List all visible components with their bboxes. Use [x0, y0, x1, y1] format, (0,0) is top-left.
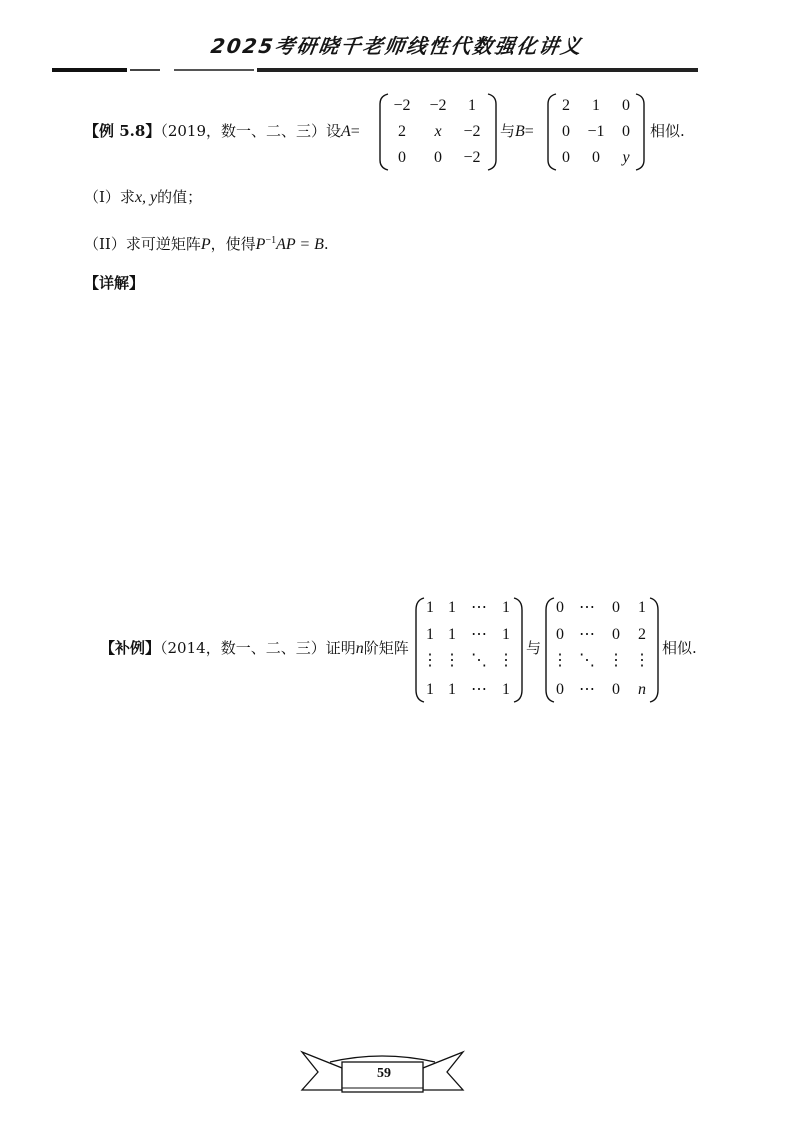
matrix-a-name: A [341, 123, 351, 140]
matrix-a-cell: 1 [468, 97, 476, 114]
matrix-a-cell: −2 [463, 123, 481, 140]
example-58-line [84, 124, 360, 140]
matrix-b-cell: 0 [622, 97, 630, 114]
supplement-conj: 与 [526, 639, 542, 657]
example-source: （2019，数一、二、三）设 [160, 122, 342, 140]
diagonal-matrix-cell: 0 [556, 681, 564, 698]
supplement-source: （2014，数一、二、三）证明 [160, 639, 356, 657]
diagonal-matrix-cell: 0 [556, 626, 564, 643]
supplement-text2: 阶矩阵 [363, 639, 409, 657]
question-2-expr-sup: −1 [265, 235, 277, 246]
diagonal-matrix-cell: ⋮ [608, 652, 624, 669]
diagonal-matrix [544, 596, 660, 704]
diagonal-matrix-cell: ⋱ [579, 652, 595, 669]
ones-matrix-cell: 1 [426, 681, 434, 698]
matrix-a-cell: 0 [398, 149, 406, 166]
diagonal-matrix-cell: 0 [612, 599, 620, 616]
ones-matrix-cell: 1 [448, 599, 456, 616]
ones-matrix-cell: ⋮ [498, 652, 514, 669]
matrix-a-cell: −2 [463, 149, 481, 166]
matrix-a-cell: x [434, 123, 442, 140]
matrix-b-cell: y [622, 149, 630, 166]
matrix-b-cell: 0 [562, 123, 570, 140]
diagonal-matrix-cell: ⋯ [579, 681, 595, 698]
ones-matrix-cell: ⋯ [471, 599, 487, 616]
supplement-label: 【补例】 [100, 639, 161, 657]
header-title: 2025考研晓千老师线性代数强化讲义 [209, 34, 585, 58]
question-2-expr-p: P [255, 236, 266, 253]
ones-matrix-cell: 1 [448, 681, 456, 698]
question-2-var-p: P [200, 236, 211, 253]
question-2-end: . [323, 235, 329, 253]
matrix-a-cell: 0 [434, 149, 442, 166]
ones-matrix-cell: ⋯ [471, 626, 487, 643]
question-2 [84, 236, 329, 253]
diagonal-matrix-cell: ⋯ [579, 599, 595, 616]
matrix-b-cell: 0 [622, 123, 630, 140]
matrix-b-cell: −1 [587, 123, 605, 140]
conj-b-line [500, 124, 534, 140]
ones-matrix-cell: ⋯ [471, 681, 487, 698]
question-2-mid: ，使得 [210, 235, 256, 253]
example-tail: 相似. [650, 122, 685, 140]
matrix-b-cell: 0 [562, 149, 570, 166]
matrix-b-name: B [515, 123, 525, 140]
diagonal-matrix-cell: ⋮ [634, 652, 650, 669]
solution-label: 【详解】 [84, 274, 145, 292]
matrix-a-cell: −2 [393, 97, 411, 114]
supplement-line [100, 641, 409, 657]
question-1-vars: x, y [134, 189, 158, 206]
conj-text: 与 [500, 122, 516, 140]
question-1-prefix: （I）求 [84, 188, 135, 206]
question-1-suffix: 的值； [157, 188, 203, 206]
matrix-b [546, 92, 646, 172]
matrix-a-cell: 2 [398, 123, 406, 140]
matrix-b-cell: 2 [562, 97, 570, 114]
equals-sign-b: = [524, 123, 534, 140]
ones-matrix-cell: 1 [448, 626, 456, 643]
matrix-b-cell: 0 [592, 149, 600, 166]
ones-matrix-cell: 1 [502, 626, 510, 643]
ones-matrix-cell: 1 [426, 626, 434, 643]
supplement-var-n: n [355, 640, 364, 657]
ones-matrix-cell: 1 [426, 599, 434, 616]
diagonal-matrix-cell: 0 [556, 599, 564, 616]
diagonal-matrix-cell: n [638, 681, 646, 698]
matrix-a-cell: −2 [429, 97, 447, 114]
ones-matrix-cell: ⋮ [444, 652, 460, 669]
question-2-prefix: （II）求可逆矩阵 [84, 235, 201, 253]
matrix-a [378, 92, 498, 172]
supplement-tail: 相似. [662, 639, 697, 657]
diagonal-matrix-cell: 2 [638, 626, 646, 643]
ones-matrix-cell: ⋮ [422, 652, 438, 669]
diagonal-matrix-cell: ⋮ [552, 652, 568, 669]
ones-matrix-cell: 1 [502, 681, 510, 698]
example-label: 【例 5.8】 [84, 122, 161, 140]
diagonal-matrix-cell: 0 [612, 681, 620, 698]
matrix-b-cell: 1 [592, 97, 600, 114]
diagonal-matrix-cell: 0 [612, 626, 620, 643]
header-rule [52, 66, 698, 74]
equals-sign: = [350, 123, 360, 140]
question-1 [84, 190, 202, 206]
page-number: 59 [377, 1066, 391, 1081]
ones-matrix-cell: 1 [502, 599, 510, 616]
diagonal-matrix-cell: ⋯ [579, 626, 595, 643]
diagonal-matrix-cell: 1 [638, 599, 646, 616]
question-2-expr-rest: AP = B [276, 236, 324, 253]
ones-matrix-cell: ⋱ [471, 652, 487, 669]
ones-matrix [414, 596, 524, 704]
